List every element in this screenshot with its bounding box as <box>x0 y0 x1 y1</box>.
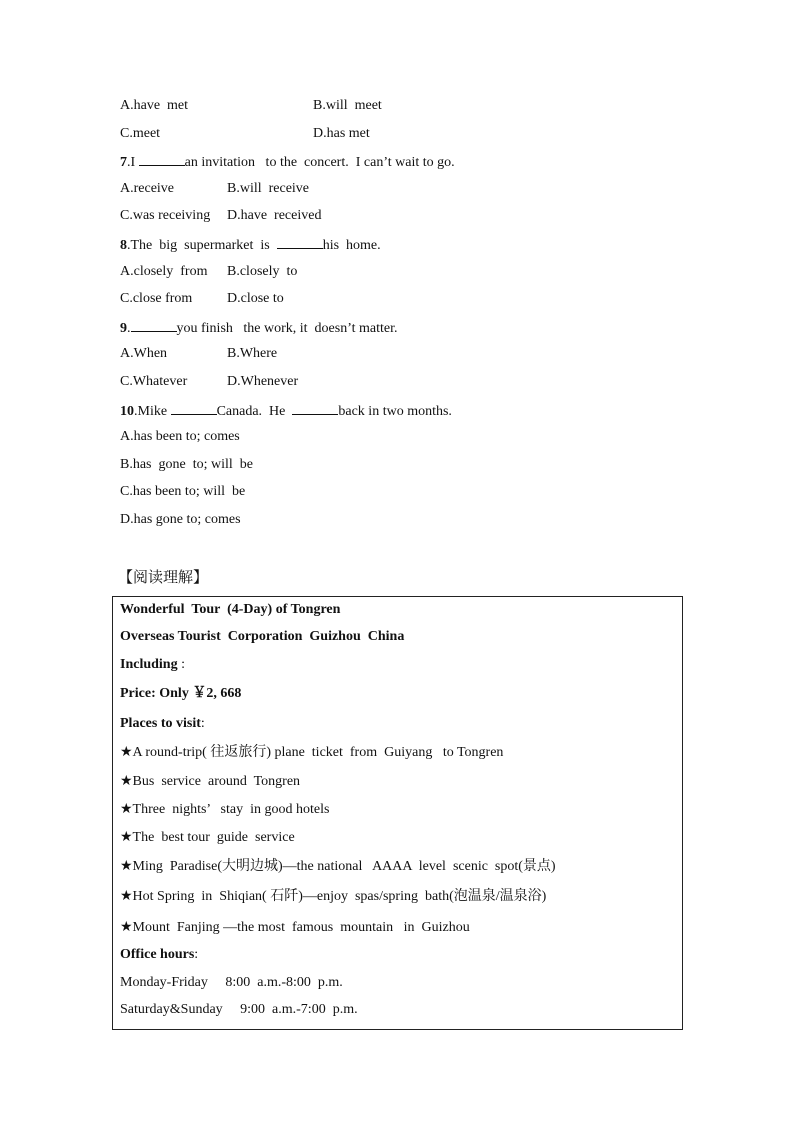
q6-option-c: C.meet <box>120 126 161 141</box>
q9-option-d: D.Whenever <box>227 374 299 389</box>
tour-item: ★Mount Fanjing —the most famous mountain in Guizhou <box>120 920 470 935</box>
tour-item: ★Bus service around Tongren <box>120 774 301 789</box>
office-hours-label: Office hours <box>120 947 195 962</box>
q10-option-b: B.has gone to; will be <box>120 457 253 472</box>
places-label: Places to visit <box>120 716 201 731</box>
price-value: : Only ￥2, 668 <box>151 686 242 701</box>
including-line <box>120 656 185 674</box>
including-label: Including <box>120 657 178 672</box>
reading-section-title: 【阅读理解】 <box>118 568 209 586</box>
q6-option-d: D.has met <box>313 126 370 141</box>
q8-option-c: C.close from <box>120 291 193 306</box>
q7-number: 7 <box>120 155 127 170</box>
q10-stem <box>120 401 452 421</box>
q9-option-c: C.Whatever <box>120 374 188 389</box>
q9-stem <box>120 318 398 338</box>
q10-option-a: A.has been to; comes <box>120 429 240 444</box>
price-label: Price <box>120 686 152 701</box>
q10-option-d: D.has gone to; comes <box>120 512 241 527</box>
q8-number: 8 <box>120 238 127 253</box>
office-hours-weekday: Monday-Friday 8:00 a.m.-8:00 p.m. <box>120 975 343 990</box>
q7-stem <box>120 152 455 172</box>
tour-item: ★A round-trip( 往返旅行) plane ticket from Guiyang to Tongren <box>120 745 504 760</box>
q8-stem <box>120 235 381 255</box>
places-line <box>120 715 205 733</box>
q8-option-d: D.close to <box>227 291 284 306</box>
q8-option-b: B.closely to <box>227 264 298 279</box>
tour-item: ★Three nights’ stay in good hotels <box>120 802 330 817</box>
tour-item: ★Hot Spring in Shiqian( 石阡)—enjoy spas/spring bath(泡温泉/温泉浴) <box>120 889 547 904</box>
tour-organizer: Overseas Tourist Corporation Guizhou China <box>120 629 405 644</box>
q8-option-a: A.closely from <box>120 264 208 279</box>
tour-title: Wonderful Tour (4-Day) of Tongren <box>120 602 341 617</box>
q10-option-c: C.has been to; will be <box>120 484 246 499</box>
q7-text-post: an invitation to the concert. I can’t wait to go. <box>184 155 455 170</box>
price-line <box>120 685 241 703</box>
office-hours-weekend: Saturday&Sunday 9:00 a.m.-7:00 p.m. <box>120 1002 358 1017</box>
office-hours-line <box>120 946 198 964</box>
tour-info-box <box>112 596 683 1030</box>
q9-option-b: B.Where <box>227 346 278 361</box>
q6-option-b: B.will meet <box>313 98 382 113</box>
q10-blank-2 <box>292 401 338 415</box>
q10-blank-1 <box>171 401 217 415</box>
q7-option-a: A.receive <box>120 181 175 196</box>
q8-text-pre: .The big supermarket is <box>127 238 277 253</box>
q8-blank <box>277 235 323 249</box>
q8-text-post: his home. <box>322 238 381 253</box>
tour-item: ★Ming Paradise(大明边城)—the national AAAA level scenic spot(景点) <box>120 859 556 874</box>
q9-blank <box>131 318 177 332</box>
office-hours-colon: : <box>194 947 199 962</box>
q7-text-pre: .I <box>127 155 139 170</box>
q10-number: 10 <box>120 404 134 419</box>
q9-option-a: A.When <box>120 346 168 361</box>
q10-text-mid: Canada. He <box>216 404 293 419</box>
q10-text-post: back in two months. <box>338 404 452 419</box>
q7-option-c: C.was receiving <box>120 208 211 223</box>
places-colon: : <box>200 716 205 731</box>
q6-option-a: A.have met <box>120 98 189 113</box>
q9-text-pre: . <box>127 321 131 336</box>
q7-option-d: D.have received <box>227 208 322 223</box>
q7-option-b: B.will receive <box>227 181 310 196</box>
including-colon: : <box>177 657 185 672</box>
q7-blank <box>139 152 185 166</box>
q10-text-pre: .Mike <box>134 404 171 419</box>
q9-number: 9 <box>120 321 127 336</box>
tour-item: ★The best tour guide service <box>120 830 295 845</box>
q9-text-post: you finish the work, it doesn’t matter. <box>176 321 398 336</box>
